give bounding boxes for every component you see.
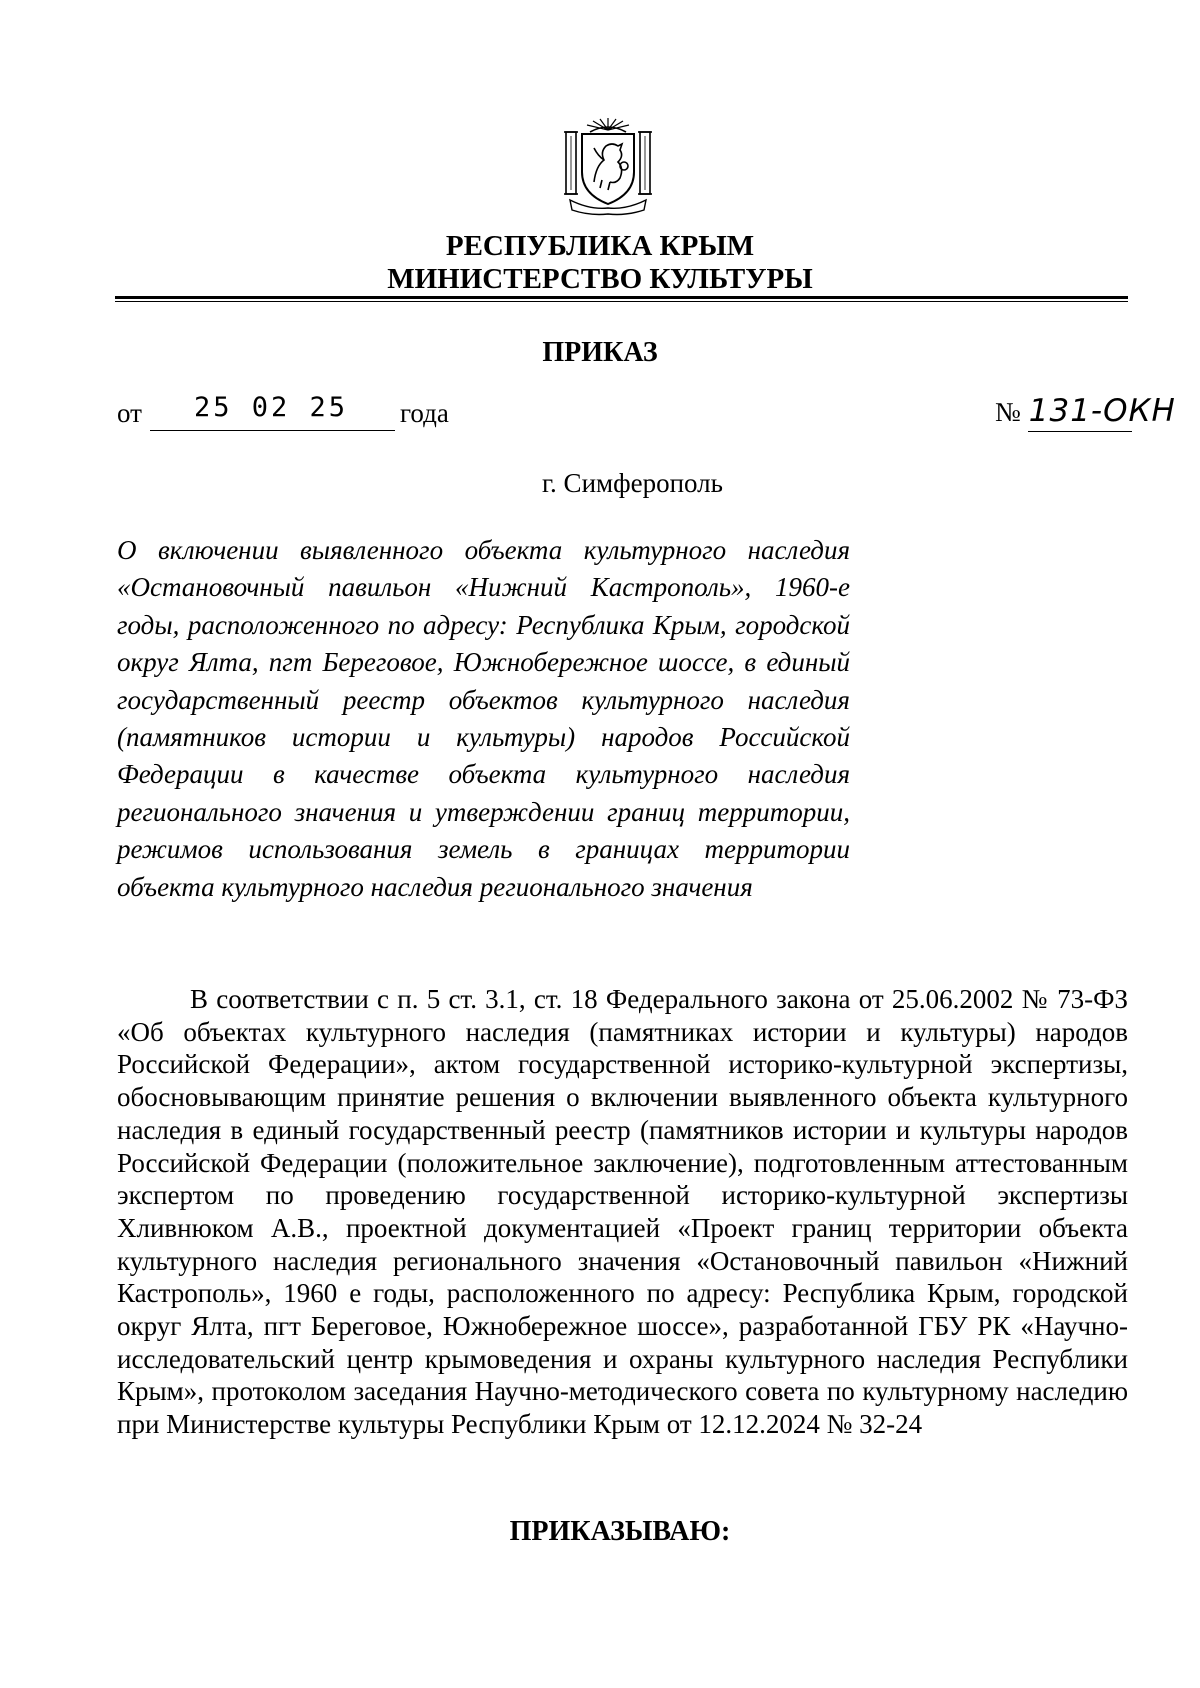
document-type: ПРИКАЗ [542, 337, 658, 368]
ministry-name: МИНИСТЕРСТВО КУЛЬТУРЫ [387, 263, 813, 295]
city: г. Симферополь [542, 468, 723, 498]
number-underline [1028, 431, 1132, 432]
order-number: 131-ОКН [1028, 393, 1176, 429]
date-year-label: года [400, 398, 449, 428]
order-subject: О включении выявленного объекта культурного наследия «Остановочный павильон «Нижний Кастрополь», 1960-е годы, расположенного по адресу: Республика Крым, городской округ Ялта, пгт Береговое, Южнобережное шоссе, в единый государственный реестр объектов культурного наследия (памятников истории и культуры) народов Российской Федерации в качестве объекта культурного наследия регионального значения и утверждении границ территории, режимов использования земель в границах территории объекта культурного наследия регионального значения [117, 535, 850, 902]
number-sign: № [995, 397, 1021, 427]
order-number-block [995, 393, 1176, 429]
order-date: 25 02 25 [193, 392, 349, 423]
date-from-label: от [117, 398, 142, 428]
order-word: ПРИКАЗЫВАЮ: [509, 1516, 731, 1547]
republic-name: РЕСПУБЛИКА КРЫМ [445, 230, 755, 262]
order-preamble: В соответствии с п. 5 ст. 3.1, ст. 18 Федерального закона от 25.06.2002 № 73-ФЗ «Об объектах культурного наследия (памятниках истории и культуры) народов Российской Федерации», актом государственной историко-культурной экспертизы, обосновывающим принятие решения о включении выявленного объекта культурного наследия в единый государственный реестр (памятников истории и культуры народов Российской Федерации (положительное заключение), подготовленным аттестованным экспертом по проведению государственной историко-культурной экспертизы Хливнюком А.В., проектной документацией «Проект границ территории объекта культурного наследия регионального значения «Остановочный павильон «Нижний Кастрополь», 1960 е годы, расположенного по адресу: Республика Крым, городской округ Ялта, пгт Береговое, Южнобережное шоссе», разработанной ГБУ РК «Научно-исследовательский центр крымоведения и охраны культурного наследия Республики Крым», протоколом заседания Научно-методического совета по культурному наследию при Министерстве культуры Республики Крым от 12.12.2024 № 32-24 [117, 984, 1128, 1440]
header-rule-thin [115, 301, 1128, 302]
crimea-coat-of-arms-icon [560, 116, 656, 216]
date-underline [150, 430, 395, 431]
header-rule-thick [115, 296, 1128, 299]
